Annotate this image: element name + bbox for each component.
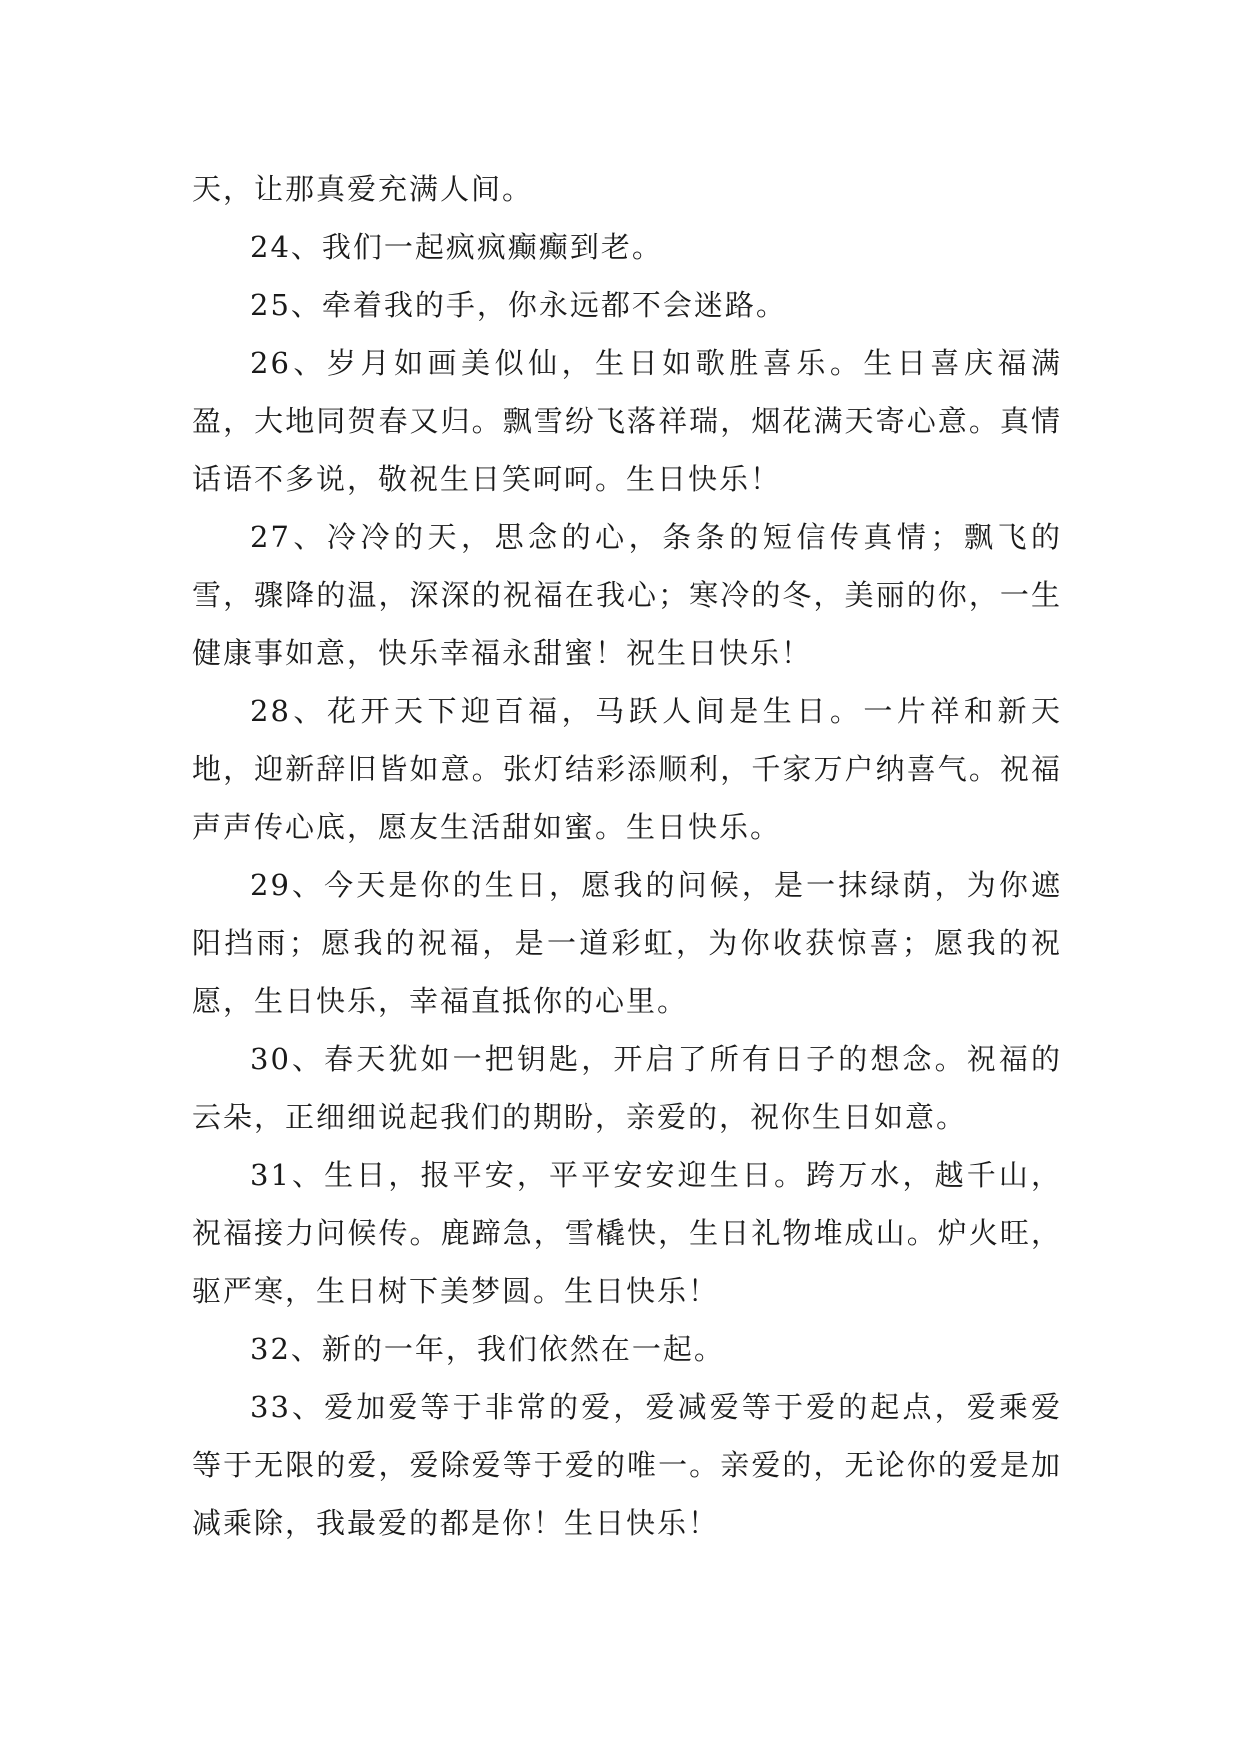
paragraph-25: 25、牵着我的手，你永远都不会迷路。 bbox=[250, 288, 787, 322]
document-body bbox=[192, 160, 1062, 1552]
paragraph-30: 30、春天犹如一把钥匙，开启了所有日子的想念。祝福的云朵，正细细说起我们的期盼，亲爱的，祝你生日如意。 bbox=[192, 1042, 1062, 1134]
paragraph-31: 31、生日，报平安，平平安安迎生日。跨万水，越千山，祝福接力问候传。鹿蹄急，雪橇快，生日礼物堆成山。炉火旺，驱严寒，生日树下美梦圆。生日快乐！ bbox=[192, 1158, 1062, 1308]
paragraph-29: 29、今天是你的生日，愿我的问候，是一抹绿荫，为你遮阳挡雨；愿我的祝福，是一道彩虹，为你收获惊喜；愿我的祝愿，生日快乐，幸福直抵你的心里。 bbox=[192, 868, 1062, 1018]
paragraph-27: 27、冷冷的天，思念的心，条条的短信传真情；飘飞的雪，骤降的温，深深的祝福在我心；寒冷的冬，美丽的你，一生健康事如意，快乐幸福永甜蜜！祝生日快乐！ bbox=[192, 520, 1062, 670]
paragraph-28: 28、花开天下迎百福，马跃人间是生日。一片祥和新天地，迎新辞旧皆如意。张灯结彩添顺利，千家万户纳喜气。祝福声声传心底，愿友生活甜如蜜。生日快乐。 bbox=[192, 694, 1062, 844]
paragraph-24: 24、我们一起疯疯癫癫到老。 bbox=[250, 230, 663, 264]
paragraph-continuation: 天，让那真爱充满人间。 bbox=[192, 172, 534, 206]
paragraph-26: 26、岁月如画美似仙，生日如歌胜喜乐。生日喜庆福满盈，大地同贺春又归。飘雪纷飞落祥瑞，烟花满天寄心意。真情话语不多说，敬祝生日笑呵呵。生日快乐！ bbox=[192, 346, 1062, 496]
paragraph-33: 33、爱加爱等于非常的爱，爱减爱等于爱的起点，爱乘爱等于无限的爱，爱除爱等于爱的唯一。亲爱的，无论你的爱是加减乘除，我最爱的都是你！生日快乐！ bbox=[192, 1390, 1062, 1540]
paragraph-32: 32、新的一年，我们依然在一起。 bbox=[250, 1332, 725, 1366]
